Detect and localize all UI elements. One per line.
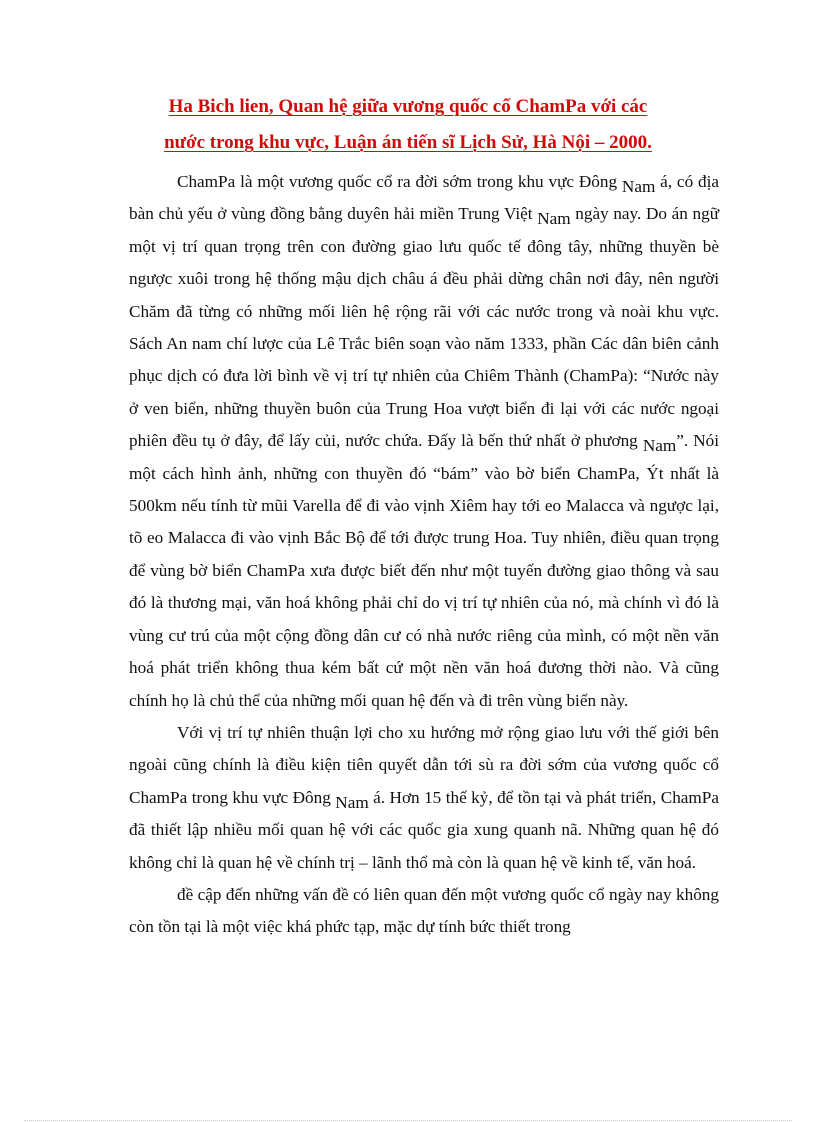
paragraph-2-part-b: á. Hơn 15 thế kỷ, để tồn tại và phát triển, ChamPa đã thiết lập nhiều mối quan hệ với các quốc gia xung quanh nã. Những quan hệ đó không chỉ là quan hệ về chính trị – lãnh thổ mà còn là quan hệ về kinh tế, văn hoá. [129, 787, 719, 872]
paragraph-1 [129, 166, 719, 717]
word-nam: Nam [642, 436, 677, 456]
document-body [129, 166, 719, 944]
word-nam: Nam [335, 792, 369, 812]
paragraph-1-part-d: ”. Nói một cách hình ảnh, những con thuyền đó “bám” vào bờ biển ChamPa, Ýt nhất là 500km nếu tính từ mũi Varella để đi vào vịnh Xiêm hay tới eo Malacca và ngược lại, tõ eo Malacca đi vào vịnh Bắc Bộ để tới được trung Hoa. Tuy nhiên, điều quan trọng để vùng bờ biển ChamPa xưa được biết đến như một tuyến đường giao thông và sau đó là thương mại, văn hoá không phải chỉ do vị trí tự nhiên của nó, mà chính vì đó là vùng cư trú của một cộng đồng dân cư có nhà nước riêng của mình, có một nền văn hoá phát triển không thua kém bất cứ một nền văn hoá đương thời nào. Và cũng chính họ là chủ thể của những mối quan hệ đến và đi trên vùng biển này. [129, 431, 719, 710]
paragraph-1-part-c: ngày nay. Do án ngữ một vị trí quan trọng trên con đường giao lưu quốc tế đông tây, những thuyền bè ngược xuôi trong hệ thống mậu dịch châu á đều phải dừng chân nơi đây, nên người Chăm đã từng có những mối liên hệ rộng rãi với các nước trong và noài khu vực. Sách An nam chí lược của Lê Trắc biên soạn vào năm 1333, phần Các dân biên cảnh phục dịch có đưa lời bình về vị trí tự nhiên của Chiêm Thành (ChamPa): “Nước này ở ven biển, những thuyền buôn của Trung Hoa vượt biển đi lại với các nước ngoại phiên đều tụ ở đây, để lấy củi, nước chứa. Đấy là bến thứ nhất ở phương [129, 204, 720, 451]
document-title-line-1: Ha Bich lien, Quan hệ giữa vương quốc cổ ChamPa với các [168, 96, 648, 117]
page-bottom-divider [24, 1120, 792, 1121]
paragraph-1-part-b: á, có địa bàn chủ yếu ở vùng đồng bằng duyên hải miền Trung Việt [129, 172, 719, 224]
paragraph-2 [129, 717, 719, 879]
document-title-line-2: nước trong khu vực, Luận án tiến sĩ Lịch Sử, Hà Nội – 2000. [164, 132, 652, 153]
word-nam: Nam [621, 177, 656, 196]
paragraph-3: đề cập đến những vấn đề có liên quan đến một vương quốc cổ ngày nay không còn tồn tại là một việc khá phức tạp, mặc dự tính bức thiết trong [129, 884, 719, 937]
word-nam: Nam [537, 209, 571, 229]
paragraph-2-part-a: Với vị trí tự nhiên thuận lợi cho xu hướng mở rộng giao lưu với thế giới bên ngoài cũng chính là điều kiện tiên quyết dẫn tới sù ra đời sớm của vương quốc cổ ChamPa trong khu vực Đông [129, 722, 719, 807]
paragraph-1-part-a: ChamPa là một vương quốc cổ ra đời sớm trong khu vực Đông [177, 172, 622, 191]
